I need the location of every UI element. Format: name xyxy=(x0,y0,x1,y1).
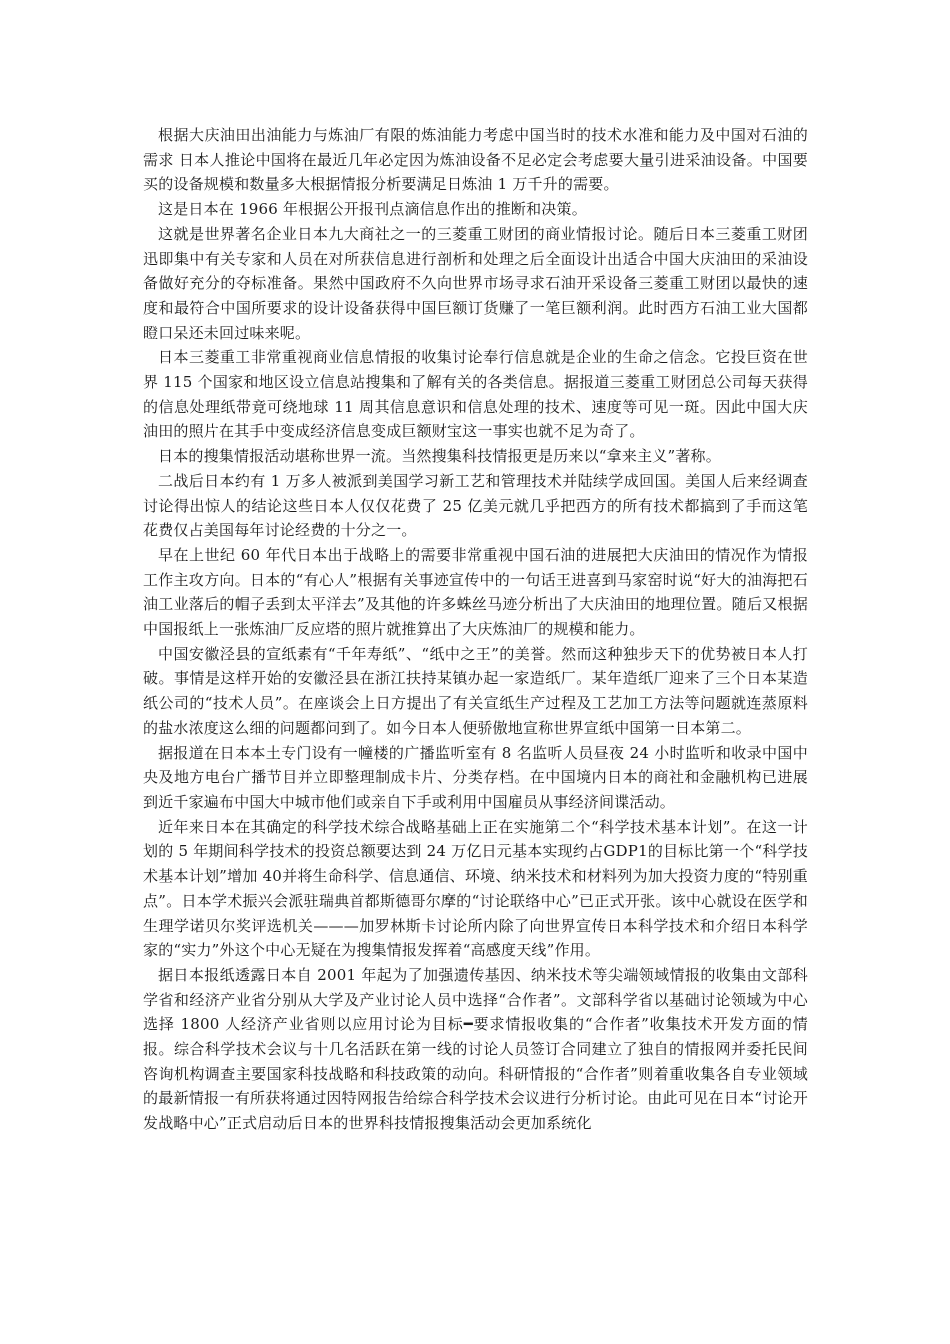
paragraph-6: 二战后日本约有 1 万多人被派到美国学习新工艺和管理技术并陆续学成回国。美国人后来经调查讨论得出惊人的结论这些日本人仅仅花费了 25 亿美元就几乎把西方的所有技术都搞到了手而这笔花费仅占美国每年讨论经费的十分之一。 xyxy=(143,471,808,540)
paragraph-3: 这就是世界著名企业日本九大商社之一的三菱重工财团的商业情报讨论。随后日本三菱重工财团迅即集中有关专家和人员在对所获信息进行剖析和处理之后全面设计出适合中国大庆油田的采油设备做好充分的夺标准备。果然中国政府不久向世界市场寻求石油开采设备三菱重工财团以最快的速度和最符合中国所要求的设计设备获得中国巨额订货赚了一笔巨额利润。此时西方石油工业大国都瞪口呆还未回过味来呢。 xyxy=(143,224,808,342)
paragraph-4: 日本三菱重工非常重视商业信息情报的收集讨论奉行信息就是企业的生命之信念。它投巨资在世界 115 个国家和地区设立信息站搜集和了解有关的各类信息。据报道三菱重工财团总公司每天获得的信息处理纸带竟可绕地球 11 周其信息意识和信息处理的技术、速度等可见一斑。因此中国大庆油田的照片在其手中变成经济信息变成巨额财宝这一事实也就不足为奇了。 xyxy=(143,348,808,441)
paragraph-2: 这是日本在 1966 年根据公开报刊点滴信息作出的推断和决策。 xyxy=(158,200,587,219)
paragraph-11: 据日本报纸透露日本自 2001 年起为了加强遗传基因、纳米技术等尖端领域情报的收集由文部科学省和经济产业省分别从大学及产业讨论人员中选择“合作者”。文部科学省以基础讨论领域为中心选择 1800 人经济产业省则以应用讨论为目标━要求情报收集的“合作者”收集技术开发方面的情报。综合科学技术会议与十几名活跃在第一线的讨论人员签订合同建立了独自的情报网并委托民间咨询机构调查主要国家科技战略和科技政策的动向。科研情报的“合作者”则着重收集各自专业领域的最新情报一有所获将通过因特网报告给综合科学技术会议进行分析讨论。由此可见在日本“讨论开发战略中心”正式启动后日本的世界科技情报搜集活动会更加系统化 xyxy=(143,965,808,1133)
paragraph-9: 据报道在日本本土专门设有一幢楼的广播监听室有 8 名监听人员昼夜 24 小时监听和收录中国中央及地方电台广播节目并立即整理制成卡片、分类存档。在中国境内日本的商社和金融机构已进展到近千家遍布中国大中城市他们或亲自下手或利用中国雇员从事经济间谍活动。 xyxy=(143,743,808,811)
document-body xyxy=(143,123,808,1136)
paragraph-10: 近年来日本在其确定的科学技术综合战略基础上正在实施第二个“科学技术基本计划”。在这一计划的 5 年期间科学技术的投资总额要达到 24 万亿日元基本实现约占GDP1的目标比第一个“科学技术基本计划”增加 40并将生命科学、信息通信、环境、纳米技术和材料列为加大投资力度的“特别重点”。日本学术振兴会派驻瑞典首都斯德哥尔摩的“讨论联络中心”已正式开张。该中心就设在医学和生理学诺贝尔奖评选机关———加罗林斯卡讨论所内除了向世界宣传日本科学技术和介绍日本科学家的“实力”外这个中心无疑在为搜集情报发挥着“高感度天线”作用。 xyxy=(143,817,808,960)
paragraph-5: 日本的搜集情报活动堪称世界一流。当然搜集科技情报更是历来以“拿来主义”著称。 xyxy=(158,447,721,466)
paragraph-1: 根据大庆油田出油能力与炼油厂有限的炼油能力考虑中国当时的技术水准和能力及中国对石油的需求 日本人推论中国将在最近几年必定因为炼油设备不足必定会考虑要大量引进采油设备。中国要买的设备规模和数量多大根据情报分析要满足日炼油 1 万千升的需要。 xyxy=(143,126,808,194)
paragraph-7: 早在上世纪 60 年代日本出于战略上的需要非常重视中国石油的进展把大庆油田的情况作为情报工作主攻方向。日本的“有心人”根据有关事迹宣传中的一句话王进喜到马家窑时说“好大的油海把石油工业落后的帽子丢到太平洋去”及其他的许多蛛丝马迹分析出了大庆油田的地理位置。随后又根据中国报纸上一张炼油厂反应塔的照片就推算出了大庆炼油厂的规模和能力。 xyxy=(143,545,808,639)
paragraph-8: 中国安徽泾县的宣纸素有“千年寿纸”、“纸中之王”的美誉。然而这种独步天下的优势被日本人打破。事情是这样开始的安徽泾县在浙江扶持某镇办起一家造纸厂。某年造纸厂迎来了三个日本某造纸公司的“技术人员”。在座谈会上日方提出了有关宣纸生产过程及工艺加工方法等问题就连蒸原料的盐水浓度这么细的问题都问到了。如今日本人便骄傲地宣称世界宣纸中国第一日本第二。 xyxy=(143,644,808,737)
